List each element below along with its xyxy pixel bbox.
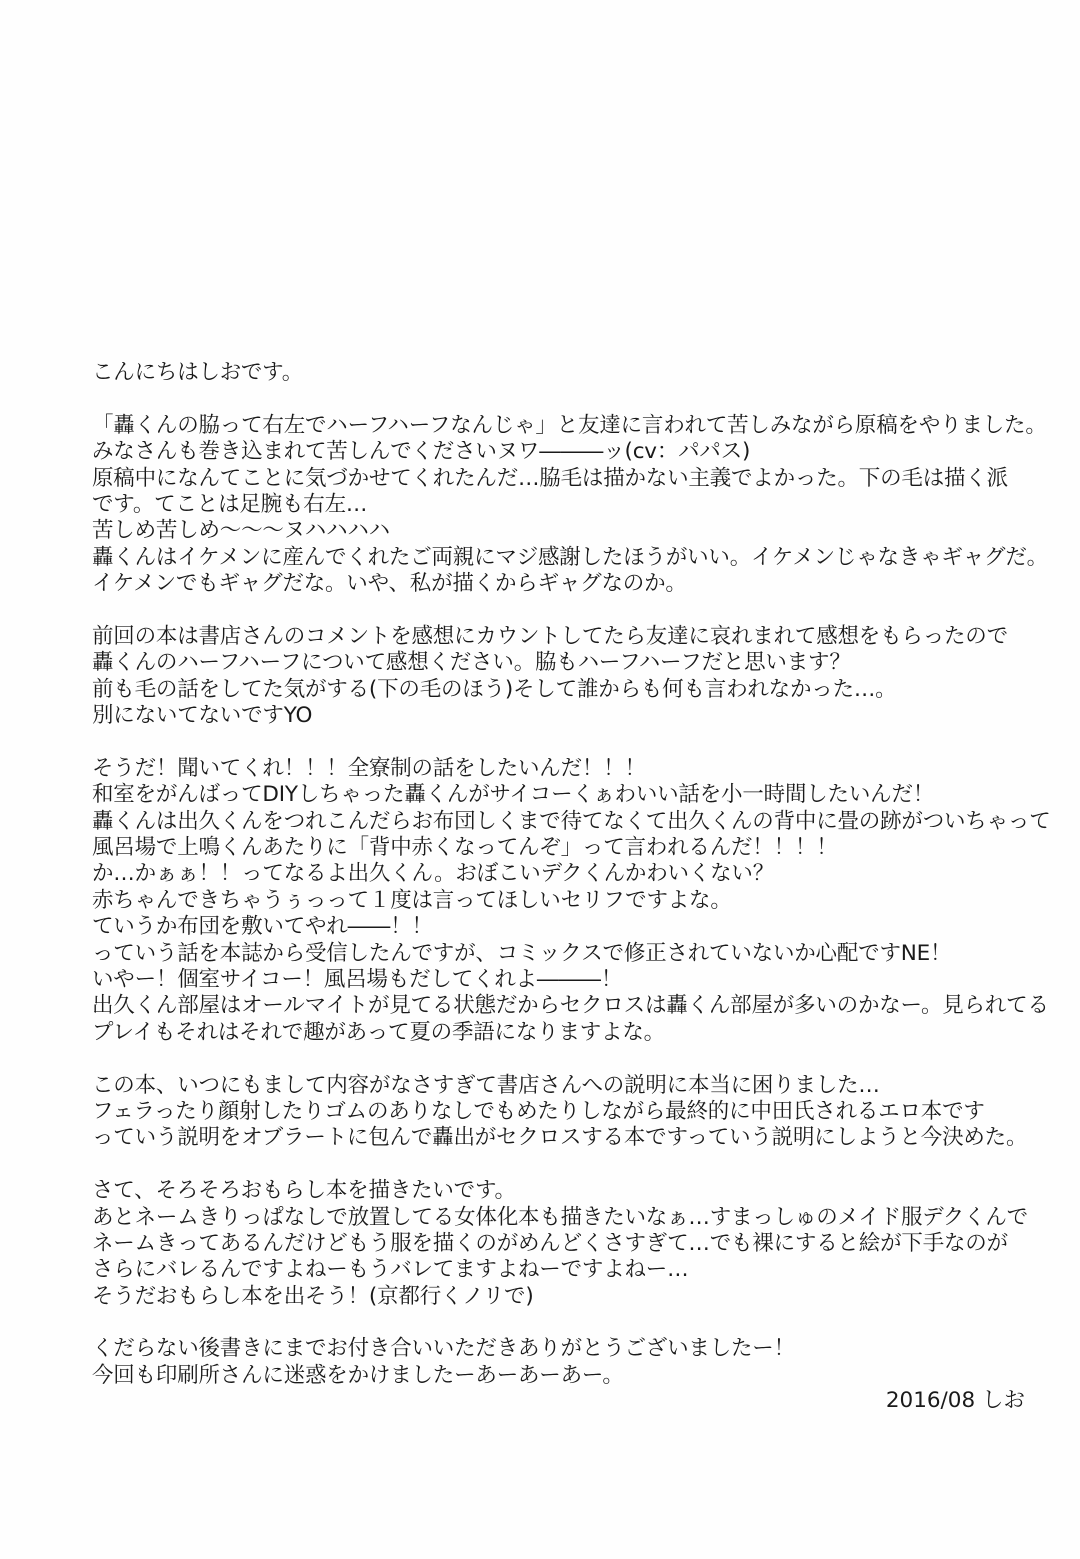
text-line: さらにバレるんですよねーもうバレてますよねーですよねー… [92,1257,689,1283]
text-line: ネームきってあるんだけどもう服を描くのがめんどくさすぎて…でも裸にすると絵が下手なのが [92,1230,1008,1256]
text-line: あとネームきりっぱなしで放置してる女体化本も描きたいなぁ…すまっしゅのメイド服デクくんで [92,1204,1028,1230]
text-line: 原稿中になんてことに気づかせてくれたんだ…脇毛は描かない主義でよかった。下の毛は描く派 [92,465,1008,491]
text-line: ていうか布団を敷いてやれ――！！ [92,914,433,940]
text-line: 前も毛の話をしてた気がする(下の毛のほう)そして誰からも何も言われなかった…。 [92,676,897,702]
text-line: 出久くん部屋はオールマイトが見てる状態だからセクロスは轟くん部屋が多いのかなー。見られてる [92,993,1049,1019]
text-line: そうだおもらし本を出そう！(京都行くノリで) [92,1283,534,1309]
afterword-body [92,360,1051,1389]
paragraph-gap [92,598,1012,624]
text-line: くだらない後書きにまでお付き合いいただきありがとうございましたー！ [92,1336,795,1362]
text-line: イケメンでもギャグだな。いや、私が描くからギャグなのか。 [92,571,687,597]
paragraph [92,1072,1028,1152]
text-line: 和室をがんばってDIYしちゃった轟くんがサイコーくぁわいい話を小一時間したいんだ！ [92,782,935,808]
paragraph-gap [92,1152,1012,1178]
text-line: 轟くんは出久くんをつれこんだらお布団しくまで待てなくて出久くんの背中に畳の跡がついちゃって [92,808,1051,834]
text-line: みなさんも巻き込まれて苦しんでくださいヌワ―――ッ(cv：パパス) [92,439,751,465]
text-line: フェラったり顔射したりゴムのありなしでもめたりしながら最終的に中田氏されるエロ本です [92,1098,985,1124]
paragraph-gap [92,386,1012,412]
text-line: 赤ちゃんできちゃうぅっって１度は言ってほしいセリフですよな。 [92,887,732,913]
signature: 2016/08 しお [885,1388,1025,1413]
paragraph [92,412,1048,598]
text-line: 前回の本は書店さんのコメントを感想にカウントしてたら友達に哀れまれて感想をもらったので [92,623,1008,649]
text-line: 今回も印刷所さんに迷惑をかけましたーあーあーあー。 [92,1362,624,1388]
paragraph-gap [92,1310,1012,1336]
text-line: っていう説明をオブラートに包んで轟出がセクロスする本ですっていう説明にしようと今決めた。 [92,1125,1028,1151]
text-line: こんにちはしおです。 [92,360,304,385]
paragraph [92,360,1012,386]
paragraph [92,1336,1012,1389]
paragraph-gap [92,729,1012,755]
paragraph [92,624,1012,730]
text-line: 轟くんはイケメンに産んでくれたご両親にマジ感謝したほうがいい。イケメンじゃなきゃギャグだ。 [92,544,1048,570]
text-line: です。てことは足腕も右左… [92,491,368,517]
text-line: っていう話を本誌から受信したんですが、コミックスで修正されていないか心配ですNE！ [92,940,952,966]
text-line: 轟くんのハーフハーフについて感想ください。脇もハーフハーフだと思います？ [92,650,851,676]
text-line: 別にないてないですYO [92,703,313,729]
text-line: さて、そろそろおもらし本を描きたいです。 [92,1178,516,1204]
text-line: いやー！個室サイコー！風呂場もだしてくれよ―――！ [92,966,623,992]
paragraph [92,1178,1028,1310]
text-line: 苦しめ苦しめ～～～ヌハハハハ [92,518,390,544]
text-line: 「轟くんの脇って右左でハーフハーフなんじゃ」と友達に言われて苦しみながら原稿をやりました。 [92,412,1047,438]
paragraph-gap [92,1046,1012,1072]
text-line: か…かぁぁ！！ってなるよ出久くん。おぼこいデクくんかわいくない？ [92,861,775,887]
text-line: プレイもそれはそれで趣があって夏の季語になりますよな。 [92,1019,665,1045]
text-line: そうだ！聞いてくれ！！！全寮制の話をしたいんだ！！！ [92,755,646,781]
text-line: この本、いつにもまして内容がなさすぎて書店さんへの説明に本当に困りました… [92,1072,880,1098]
text-line: 風呂場で上鳴くんあたりに「背中赤くなってんぞ」って言われるんだ！！！！ [92,835,838,861]
paragraph [92,755,1051,1046]
